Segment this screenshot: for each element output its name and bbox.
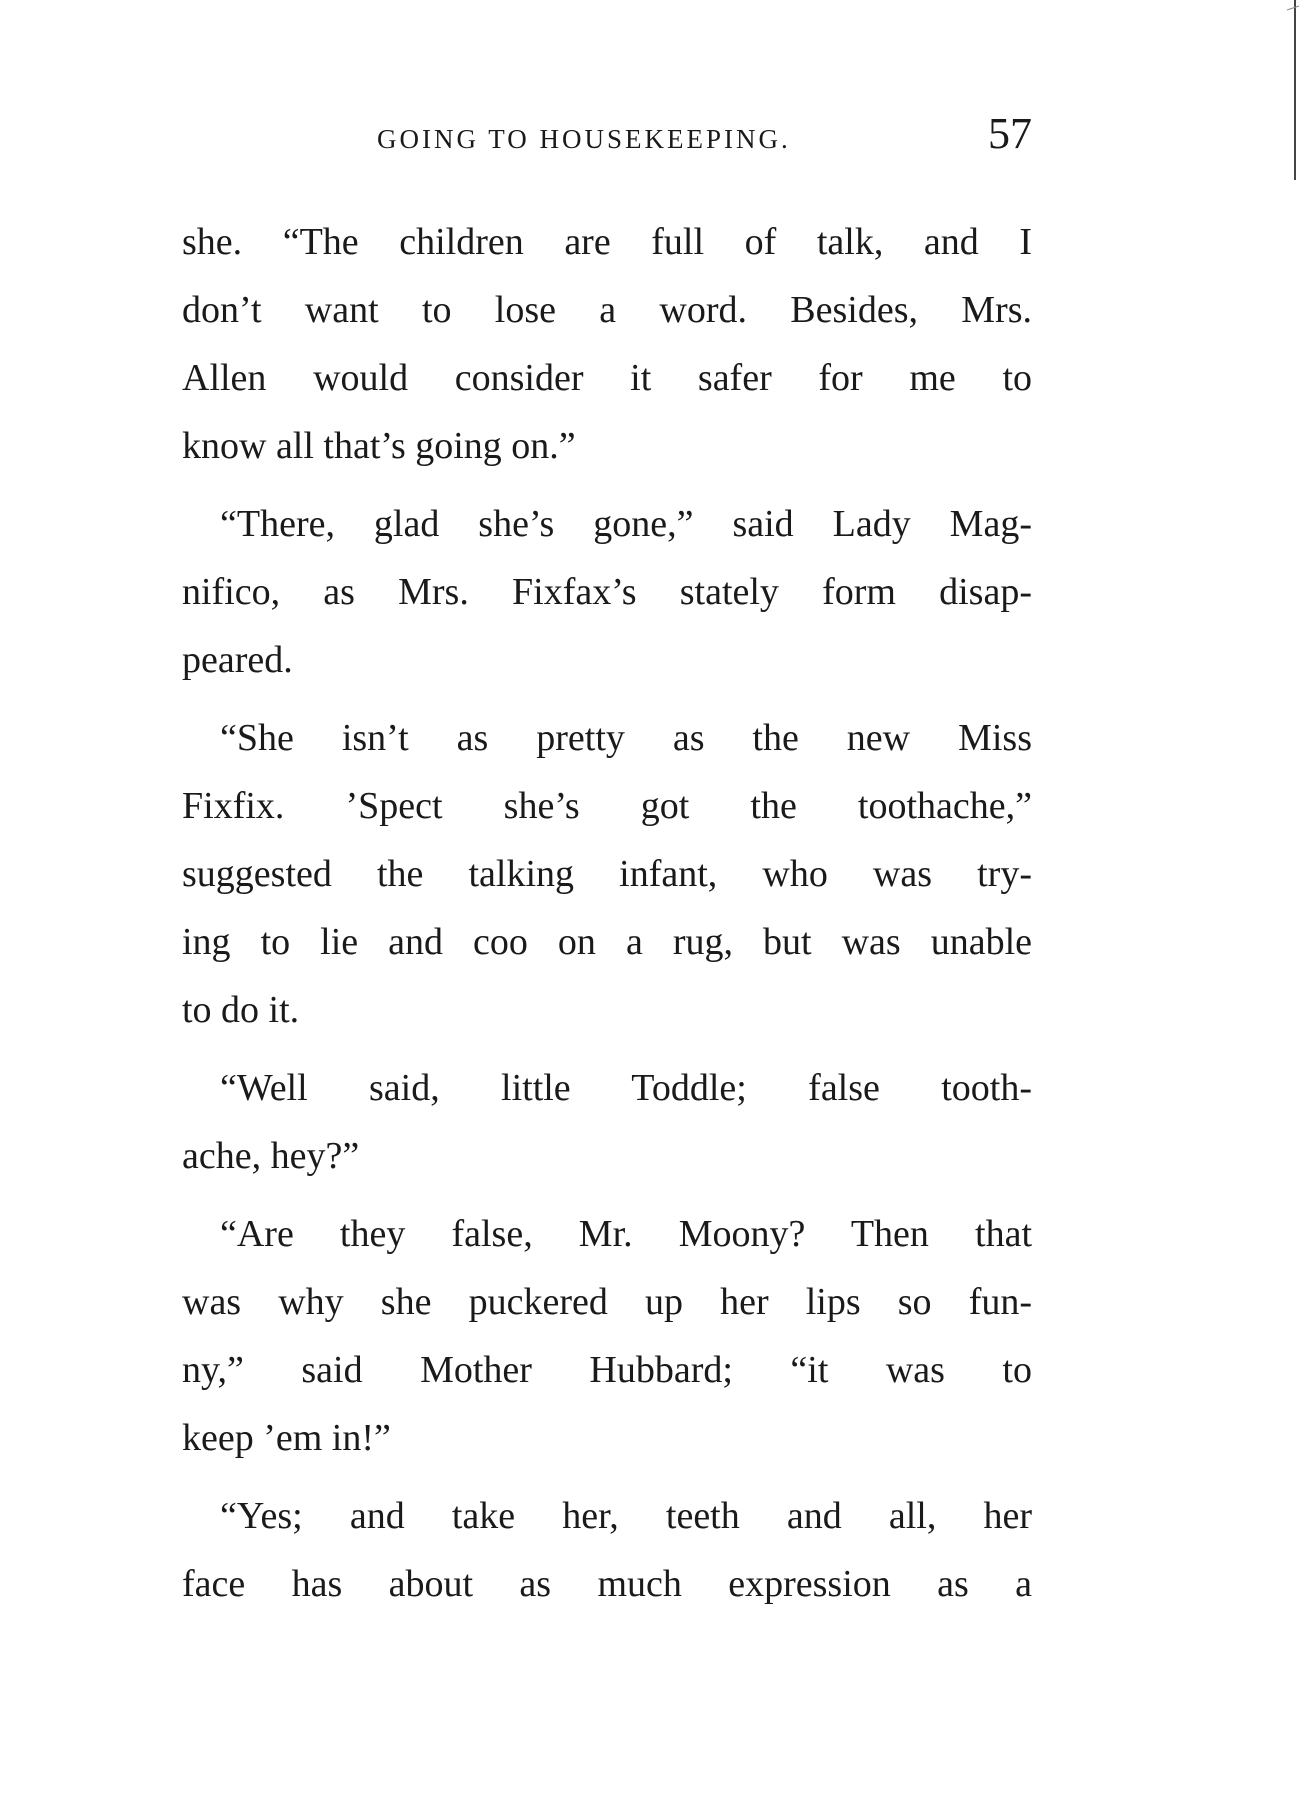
body-text	[182, 208, 1032, 1628]
running-title: GOING TO HOUSEKEEPING.	[377, 124, 791, 154]
text-line: keep ’em in!”	[182, 1417, 391, 1459]
text-line: know all that’s going on.”	[182, 425, 576, 467]
paragraph	[182, 1054, 1032, 1190]
text-line: face has about as much expression as a	[182, 1563, 1032, 1605]
text-line: “Yes; and take her, teeth and all, her	[220, 1495, 1032, 1537]
text-line: was why she puckered up her lips so fun-	[182, 1281, 1032, 1323]
page-edge-specks	[1281, 0, 1301, 200]
text-line: she. “The children are full of talk, and I	[182, 221, 1032, 263]
text-line: “There, glad she’s gone,” said Lady Mag-	[220, 503, 1032, 545]
text-line: ny,” said Mother Hubbard; “it was to	[182, 1349, 1032, 1391]
text-line: Fixfix. ’Spect she’s got the toothache,”	[182, 785, 1032, 827]
paragraph	[182, 208, 1032, 480]
text-line: suggested the talking infant, who was try-	[182, 853, 1032, 895]
text-line: to do it.	[182, 989, 300, 1031]
paragraph	[182, 1482, 1032, 1618]
text-line: “Are they false, Mr. Moony? Then that	[220, 1213, 1032, 1255]
paragraph	[182, 704, 1032, 1044]
text-line: nifico, as Mrs. Fixfax’s stately form disap-	[182, 571, 1032, 613]
page-header	[182, 109, 1032, 172]
page-number: 57	[988, 109, 1032, 158]
text-line: Allen would consider it safer for me to	[182, 357, 1032, 399]
text-line: “Well said, little Toddle; false tooth-	[220, 1067, 1032, 1109]
paragraph	[182, 490, 1032, 694]
text-line: don’t want to lose a word. Besides, Mrs.	[182, 289, 1032, 331]
text-line: peared.	[182, 639, 293, 681]
text-line: ache, hey?”	[182, 1135, 360, 1177]
paragraph	[182, 1200, 1032, 1472]
text-line: ing to lie and coo on a rug, but was unable	[182, 921, 1032, 963]
text-line: “She isn’t as pretty as the new Miss	[220, 717, 1032, 759]
